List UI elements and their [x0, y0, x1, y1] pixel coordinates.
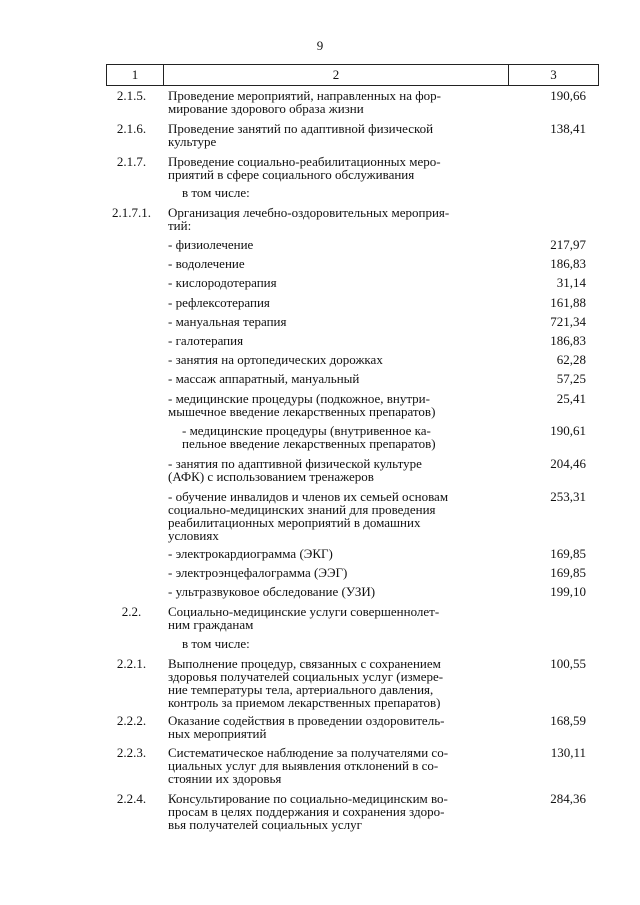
row-description: [162, 315, 511, 328]
row-value: 190,66: [550, 88, 586, 103]
description-line: Выполнение процедур, связанных с сохранением: [168, 656, 441, 671]
table-row: [106, 392, 599, 418]
row-number: [106, 424, 162, 450]
description-line: мышечное введение лекарственных препаратов): [168, 404, 436, 419]
row-value: 186,83: [550, 256, 586, 271]
description-line: здоровья получателей социальных услуг (измере-: [168, 669, 444, 684]
row-value: 169,85: [550, 565, 586, 580]
description-line: - обучение инвалидов и членов их семьей основам: [168, 489, 449, 504]
description-line: циальных услуг для выявления отклонений в со-: [168, 758, 439, 773]
row-description: [162, 353, 511, 366]
row-value: [511, 206, 599, 232]
row-value: 130,11: [550, 745, 586, 760]
row-description: [162, 637, 525, 650]
table-row: [106, 424, 599, 450]
row-number: [106, 392, 162, 418]
description-line: - занятия на ортопедических дорожках: [168, 352, 383, 367]
table-row: [106, 353, 599, 366]
description-line: Проведение мероприятий, направленных на фор-: [168, 88, 441, 103]
row-value: 253,31: [550, 489, 586, 504]
row-value: 217,97: [550, 237, 586, 252]
row-description: [162, 296, 511, 309]
description-line: - физиолечение: [168, 237, 254, 252]
description-line: Оказание содействия в проведении оздоровитель-: [168, 713, 445, 728]
row-value: 190,61: [550, 423, 586, 438]
row-number: [106, 334, 162, 347]
row-description: [162, 276, 511, 289]
row-description: [162, 257, 511, 270]
row-number: [106, 547, 162, 560]
row-number: 2.2.4.: [116, 791, 147, 806]
description-line: культуре: [168, 134, 217, 149]
description-line: в том числе:: [182, 185, 250, 200]
table-row: [106, 276, 599, 289]
description-line: социально-медицинских знаний для проведения: [168, 502, 436, 517]
table-row: [106, 457, 599, 483]
row-description: [162, 566, 511, 579]
description-line: стоянии их здоровья: [168, 771, 282, 786]
header-col-1: 1: [107, 65, 164, 85]
description-line: приятий в сфере социального обслуживания: [168, 167, 415, 182]
description-line: - электроэнцефалограмма (ЭЭГ): [168, 565, 348, 580]
row-number: [106, 353, 162, 366]
row-value: 169,85: [550, 546, 586, 561]
table-row: [106, 315, 599, 328]
table-row: [106, 714, 599, 740]
table-row: [106, 238, 599, 251]
row-description: [162, 392, 511, 418]
table-row: [106, 657, 599, 709]
description-line: Консультирование по социально-медицинским во-: [168, 791, 448, 806]
services-table: [106, 64, 599, 832]
header-col-2: 2: [164, 65, 509, 85]
row-description: [162, 605, 511, 631]
row-number: [106, 372, 162, 385]
row-value: [525, 637, 599, 650]
page-number: 9: [316, 38, 324, 53]
description-line: ним гражданам: [168, 617, 254, 632]
table-row: [106, 792, 599, 831]
description-line: - электрокардиограмма (ЭКГ): [168, 546, 333, 561]
table-row: [106, 372, 599, 385]
row-value: 199,10: [550, 584, 586, 599]
description-line: Социально-медицинские услуги совершеннолет-: [168, 604, 440, 619]
row-value: [511, 155, 599, 181]
table-row: [106, 547, 599, 560]
table-row: [106, 566, 599, 579]
table-row: [106, 296, 599, 309]
description-line: пельное введение лекарственных препаратов): [182, 436, 436, 451]
description-line: Организация лечебно-оздоровительных мероприя-: [168, 205, 450, 220]
row-description: [162, 547, 511, 560]
description-line: - рефлексотерапия: [168, 295, 270, 310]
row-description: [162, 585, 511, 598]
row-value: 161,88: [550, 295, 586, 310]
row-number: 2.2.1.: [116, 656, 147, 671]
row-number: [106, 566, 162, 579]
row-number: [106, 186, 162, 199]
row-value: 25,41: [556, 391, 586, 406]
row-number: [106, 296, 162, 309]
row-number: [106, 585, 162, 598]
table-row: [106, 334, 599, 347]
description-line: - галотерапия: [168, 333, 244, 348]
row-description: [162, 206, 511, 232]
row-description: [162, 746, 511, 785]
row-number: 2.1.5.: [116, 88, 147, 103]
description-line: ных мероприятий: [168, 726, 267, 741]
description-line: - занятия по адаптивной физической культуре: [168, 456, 422, 471]
description-line: Систематическое наблюдение за получателями со-: [168, 745, 449, 760]
row-value: 57,25: [556, 371, 586, 386]
row-description: [162, 372, 511, 385]
table-row: [106, 490, 599, 542]
row-description: [162, 89, 511, 115]
table-row: [106, 746, 599, 785]
description-line: ние температуры тела, артериального давления,: [168, 682, 434, 697]
row-number: 2.2.2.: [116, 713, 147, 728]
table-row: [106, 257, 599, 270]
row-value: 138,41: [550, 121, 586, 136]
table-row: [106, 206, 599, 232]
row-number: [106, 637, 162, 650]
description-line: - мануальная терапия: [168, 314, 287, 329]
header-col-3: 3: [550, 67, 557, 82]
row-number: [106, 276, 162, 289]
row-description: [162, 657, 511, 709]
table-row: [106, 637, 599, 650]
row-number: 2.1.7.: [116, 154, 147, 169]
row-value: 100,55: [550, 656, 586, 671]
description-line: - кислородотерапия: [168, 275, 277, 290]
description-line: - водолечение: [168, 256, 245, 271]
row-number: 2.2.3.: [116, 745, 147, 760]
row-number: 2.1.7.1.: [112, 205, 151, 220]
row-description: [162, 238, 511, 251]
description-line: вья получателей социальных услуг: [168, 817, 362, 832]
description-line: (АФК) с использованием тренажеров: [168, 469, 374, 484]
row-number: [106, 315, 162, 328]
description-line: просам в целях поддержания и сохранения здоро-: [168, 804, 445, 819]
description-line: - медицинские процедуры (подкожное, внутри-: [168, 391, 430, 406]
description-line: - медицинские процедуры (внутривенное ка-: [182, 423, 431, 438]
table-row: [106, 122, 599, 148]
row-description: [162, 186, 525, 199]
row-description: [162, 424, 525, 450]
row-description: [162, 457, 511, 483]
table-row: [106, 155, 599, 181]
row-number: 2.1.6.: [116, 121, 147, 136]
row-number: [106, 257, 162, 270]
row-value: 186,83: [550, 333, 586, 348]
description-line: - массаж аппаратный, мануальный: [168, 371, 360, 386]
row-value: 284,36: [550, 791, 586, 806]
table-row: [106, 89, 599, 115]
row-number: [106, 457, 162, 483]
description-line: реабилитационных мероприятий в домашних: [168, 515, 421, 530]
table-row: [106, 186, 599, 199]
table-header: [106, 64, 599, 86]
row-value: [525, 186, 599, 199]
description-line: контроль за приемом лекарственных препаратов): [168, 695, 441, 710]
row-description: [162, 155, 511, 181]
row-value: 721,34: [550, 314, 586, 329]
row-number: 2.2.: [121, 604, 142, 619]
table-row: [106, 605, 599, 631]
description-line: тий:: [168, 218, 192, 233]
description-line: в том числе:: [182, 636, 250, 651]
row-description: [162, 714, 511, 740]
table-row: [106, 585, 599, 598]
row-description: [162, 792, 511, 831]
row-value: 168,59: [550, 713, 586, 728]
row-value: [511, 605, 599, 631]
description-line: мирование здорового образа жизни: [168, 101, 364, 116]
row-value: 204,46: [550, 456, 586, 471]
row-number: [106, 490, 162, 542]
description-line: условиях: [168, 528, 219, 543]
row-description: [162, 334, 511, 347]
row-value: 31,14: [556, 275, 586, 290]
row-description: [162, 122, 511, 148]
row-description: [162, 490, 511, 542]
row-number: [106, 238, 162, 251]
row-value: 62,28: [556, 352, 586, 367]
description-line: Проведение социально-реабилитационных меро-: [168, 154, 441, 169]
description-line: - ультразвуковое обследование (УЗИ): [168, 584, 376, 599]
description-line: Проведение занятий по адаптивной физической: [168, 121, 434, 136]
